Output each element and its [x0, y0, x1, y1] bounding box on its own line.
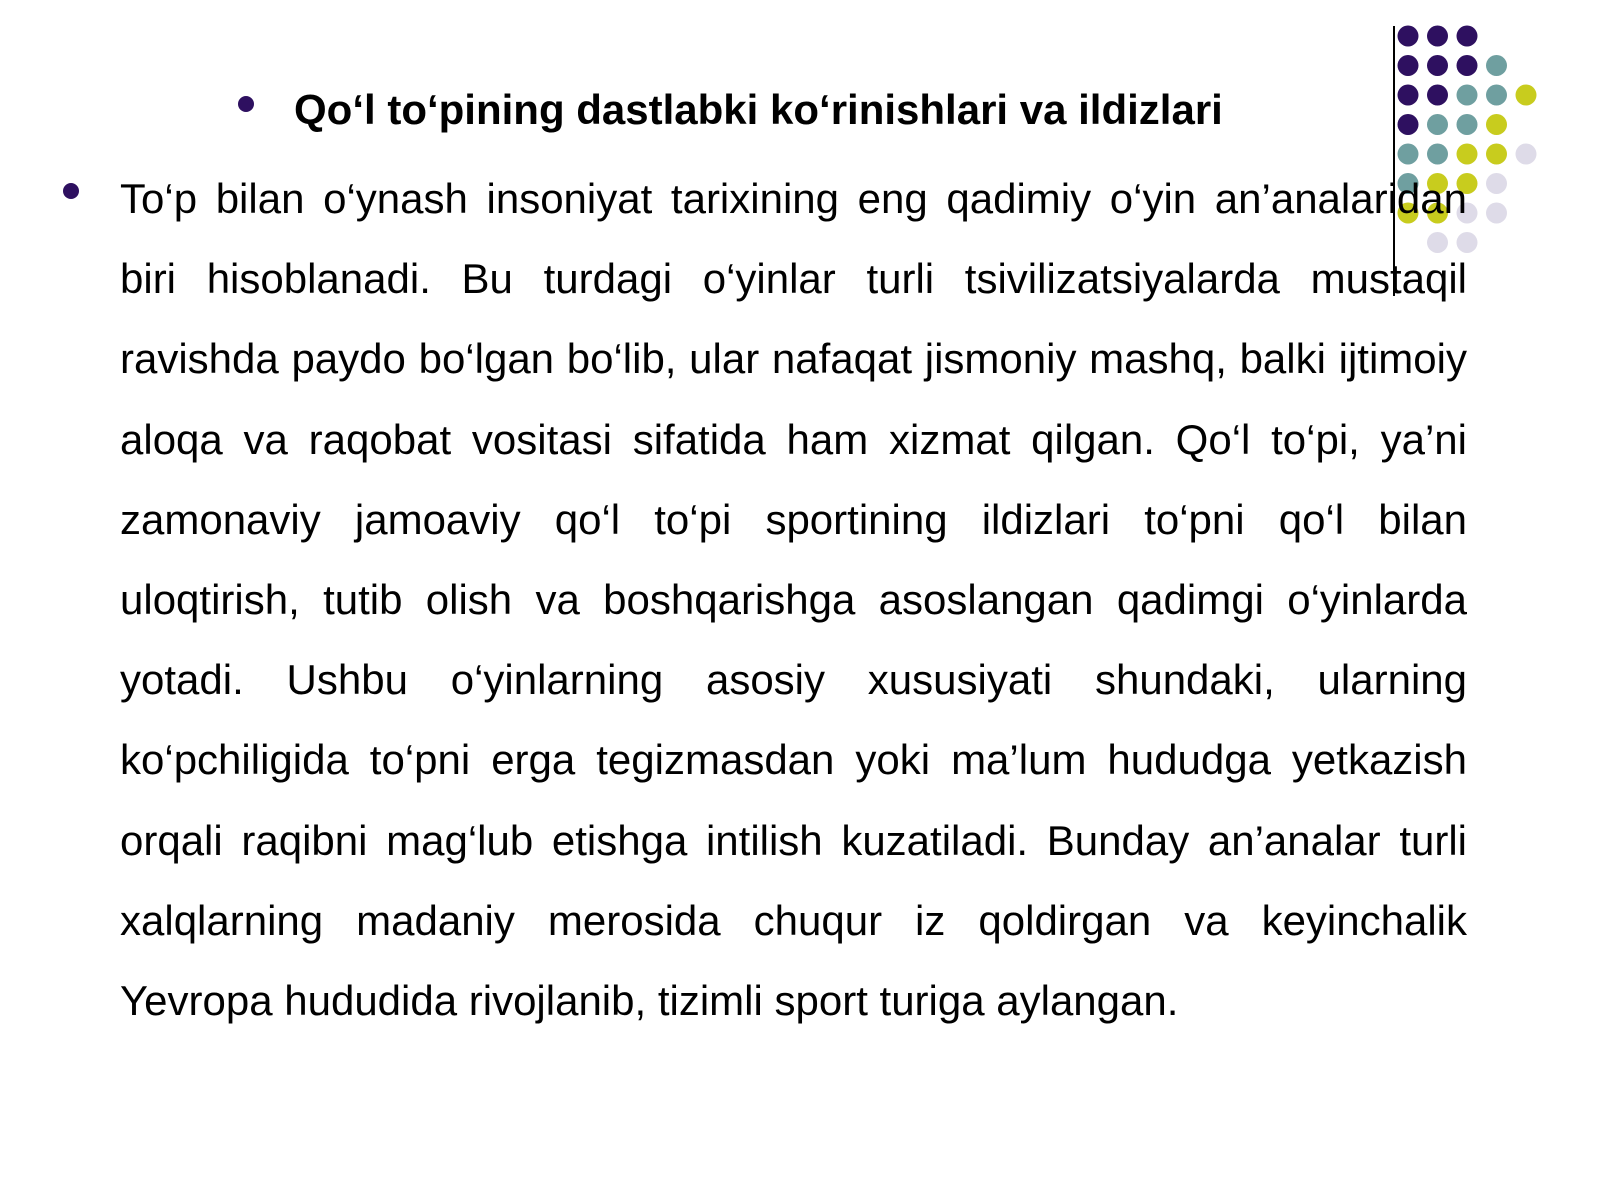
decorative-dot [1398, 114, 1419, 135]
decorative-dot [1486, 203, 1507, 224]
decorative-dot [1398, 26, 1419, 47]
decorative-dot [1486, 85, 1507, 106]
decorative-dot [1516, 85, 1537, 106]
decorative-dot [1457, 85, 1478, 106]
decorative-dot [1398, 55, 1419, 76]
decorative-dot [1457, 26, 1478, 47]
slide-heading: Qo‘l to‘pining dastlabki ko‘rinishlari va ildizlari [294, 86, 1223, 133]
decorative-dot [1486, 114, 1507, 135]
decorative-dot [1398, 85, 1419, 106]
body-bullet-icon [63, 183, 79, 199]
decorative-dot [1427, 114, 1448, 135]
decorative-dot [1427, 26, 1448, 47]
heading-row [238, 82, 1223, 138]
decorative-dot [1427, 85, 1448, 106]
body-paragraph: To‘p bilan o‘ynash insoniyat tarixining eng qadimiy o‘yin an’analaridan biri hisoblanadi. Bu turdagi o‘yinlar turli tsivilizatsiyalarda mustaqil ravishda paydo bo‘lgan bo‘lib, ular nafaqat jismoniy mashq, balki ijtimoiy aloqa va raqobat vositasi sifatida ham xizmat qilgan. Qo‘l to‘pi, ya’ni zamonaviy jamoaviy qo‘l to‘pi sportining ildizlari to‘pni qo‘l bilan uloqtirish, tutib olish va boshqarishga asoslangan qadimgi o‘yinlarda yotadi. Ushbu o‘yinlarning asosiy xususiyati shundaki, ularning ko‘pchiligida to‘pni erga tegizmasdan yoki ma’lum hududga yetkazish orqali raqibni mag‘lub etishga intilish kuzatiladi. Bunday an’analar turli xalqlarning madaniy merosida chuqur iz qoldirgan va keyinchalik Yevropa hududida rivojlanib, tizimli sport turiga aylangan. [120, 175, 1467, 1025]
decorative-dot [1457, 114, 1478, 135]
decorative-dot [1486, 173, 1507, 194]
decorative-dot [1516, 144, 1537, 165]
decorative-dot [1427, 55, 1448, 76]
heading-bullet-icon [238, 96, 254, 112]
decorative-dot [1457, 55, 1478, 76]
decorative-dot [1486, 55, 1507, 76]
decorative-dot [1486, 144, 1507, 165]
